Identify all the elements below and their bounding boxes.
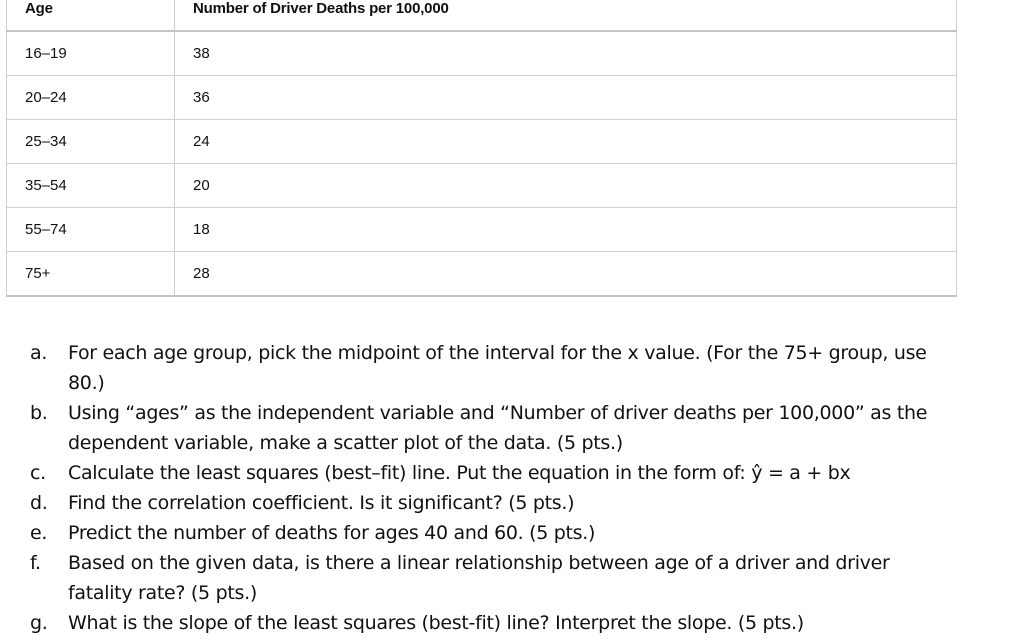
question-letter: g. bbox=[30, 612, 48, 634]
question-item bbox=[30, 548, 990, 608]
question-letter: e. bbox=[30, 522, 48, 544]
question-letter: a. bbox=[30, 342, 48, 364]
question-letter: f. bbox=[30, 552, 41, 574]
table-row bbox=[7, 208, 957, 252]
table-row bbox=[7, 252, 957, 297]
table-row bbox=[7, 76, 957, 120]
deaths-cell: 20 bbox=[175, 164, 957, 208]
question-text: What is the slope of the least squares (best-fit) line? Interpret the slope. (5 pts.) bbox=[68, 612, 804, 634]
question-letter: b. bbox=[30, 402, 48, 424]
question-letter: c. bbox=[30, 462, 46, 484]
question-item bbox=[30, 398, 990, 458]
question-text: Based on the given data, is there a linear relationship between age of a driver and driver fatality rate? (5 pts.) bbox=[68, 552, 890, 604]
table-row bbox=[7, 164, 957, 208]
question-text: For each age group, pick the midpoint of the interval for the x value. (For the 75+ group, use 80.) bbox=[68, 342, 927, 394]
table-header-row bbox=[7, 0, 957, 31]
driver-deaths-table bbox=[6, 0, 957, 297]
question-list bbox=[30, 338, 990, 638]
table-row bbox=[7, 31, 957, 76]
age-cell: 35–54 bbox=[7, 164, 175, 208]
age-cell: 16–19 bbox=[7, 31, 175, 76]
question-item bbox=[30, 518, 990, 548]
question-text: Using “ages” as the independent variable and “Number of driver deaths per 100,000” as the dependent variable, make a scatter plot of the data. (5 pts.) bbox=[68, 402, 928, 454]
deaths-cell: 18 bbox=[175, 208, 957, 252]
age-cell: 20–24 bbox=[7, 76, 175, 120]
age-cell: 25–34 bbox=[7, 120, 175, 164]
column-header-deaths: Number of Driver Deaths per 100,000 bbox=[175, 0, 957, 31]
deaths-cell: 24 bbox=[175, 120, 957, 164]
deaths-cell: 28 bbox=[175, 252, 957, 297]
age-cell: 75+ bbox=[7, 252, 175, 297]
question-item bbox=[30, 458, 990, 488]
question-item bbox=[30, 338, 990, 398]
question-text: Calculate the least squares (best–fit) line. Put the equation in the form of: ŷ = a + bx bbox=[68, 462, 851, 484]
question-letter: d. bbox=[30, 492, 48, 514]
deaths-cell: 36 bbox=[175, 76, 957, 120]
question-item bbox=[30, 608, 990, 638]
deaths-cell: 38 bbox=[175, 31, 957, 76]
column-header-age: Age bbox=[7, 0, 175, 31]
question-text: Find the correlation coefficient. Is it significant? (5 pts.) bbox=[68, 492, 575, 514]
table-row bbox=[7, 120, 957, 164]
age-cell: 55–74 bbox=[7, 208, 175, 252]
question-item bbox=[30, 488, 990, 518]
question-text: Predict the number of deaths for ages 40 and 60. (5 pts.) bbox=[68, 522, 596, 544]
